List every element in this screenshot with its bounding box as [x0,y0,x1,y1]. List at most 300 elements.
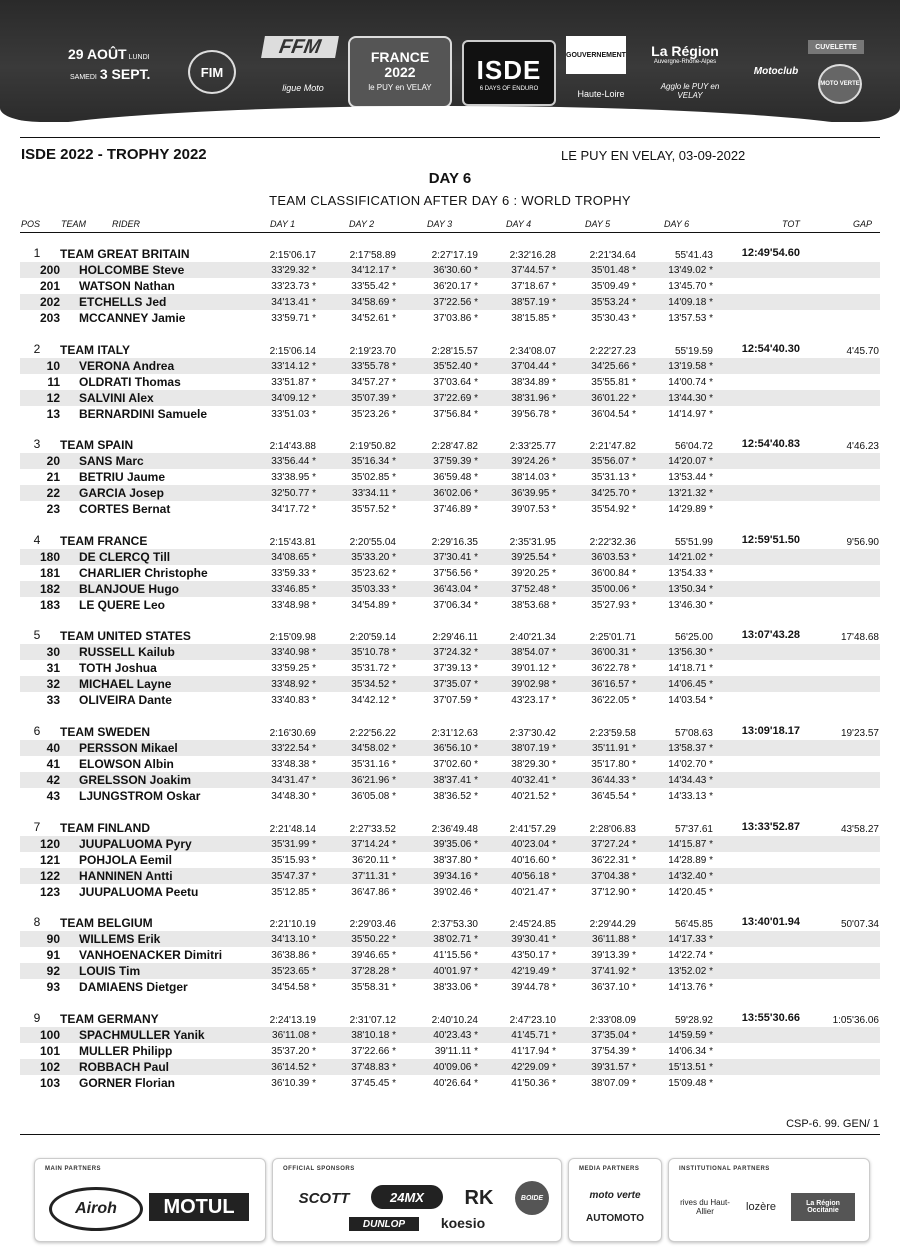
rider-number: 12 [46,390,60,405]
team-row [20,915,880,931]
automoto-logo: AUTOMOTO [586,1212,644,1224]
rider-day-time: 15'13.51 * [668,1061,713,1073]
year-label: 2022 [384,63,416,80]
main-partners-box [34,1158,266,1242]
rider-day-time: 37'35.04 * [591,1029,636,1041]
rider-day-time: 36'01.22 * [591,392,636,404]
rider-day-time: 37'41.92 * [591,966,636,978]
rider-day-time: 35'54.92 * [591,504,636,516]
col-day4: DAY 4 [506,219,532,229]
team-total-time: 13:40'01.94 [741,916,800,929]
col-day2: DAY 2 [349,219,375,229]
rider-day-time: 13'57.53 * [668,313,713,324]
rider-day-time: 14'17.33 * [668,934,713,946]
team-day-time: 2:29'03.46 [349,919,396,931]
team-day-time: 2:28'15.57 [431,345,478,357]
rider-day-time: 37'22.56 * [433,297,478,308]
rider-day-time: 35'52.40 * [433,360,478,372]
col-pos: POS [21,219,41,229]
scott-logo: SCOTT [298,1189,350,1207]
rider-day-time: 38'29.30 * [511,759,556,770]
event-dates [68,46,150,86]
team-day-time: 2:36'49.48 [431,823,478,835]
rider-name: ETCHELLS Jed [79,295,167,309]
rider-day-time: 34'58.02 * [351,743,396,754]
rider-name: BERNARDINI Samuele [79,406,208,421]
rider-number: 200 [39,263,60,277]
rider-number: 33 [46,693,60,708]
rider-day-time: 35'55.81 * [591,376,636,388]
team-name: TEAM GERMANY [60,1011,159,1026]
col-day3: DAY 3 [427,219,453,229]
rider-day-time: 14'06.45 * [668,679,713,691]
team-day-time: 2:21'47.82 [589,441,636,453]
rider-number: 120 [39,836,60,851]
rider-day-time: 36'02.06 * [433,488,478,500]
team-name: TEAM BELGIUM [60,916,153,931]
rider-number: 122 [39,868,60,883]
rider-day-time: 37'39.13 * [433,663,478,675]
rider-row [20,772,880,788]
rider-row [20,485,880,501]
team-day-time: 55'51.99 [674,536,713,548]
rider-day-time: 40'01.97 * [433,966,478,978]
rives-haut-allier-logo: rives du Haut-Allier [680,1198,730,1216]
rider-day-time: 33'51.87 * [271,376,316,388]
rider-day-time: 40'56.18 * [511,870,556,882]
rider-day-time: 35'01.48 * [591,265,636,276]
rider-day-time: 36'04.54 * [591,408,636,420]
classification-title: TEAM CLASSIFICATION AFTER DAY 6 : WORLD TROPHY [269,193,631,208]
rider-number: 20 [46,454,60,469]
region-sub-label: Auvergne-Rhône-Alpes [653,59,717,65]
rider-day-time: 36'22.31 * [591,854,636,866]
rider-number: 121 [39,852,60,867]
rider-day-time: 36'59.48 * [433,472,478,484]
rider-day-time: 39'25.54 * [511,551,556,563]
rider-day-time: 37'52.48 * [511,583,556,595]
rider-row [20,947,880,963]
rider-day-time: 13'49.02 * [668,265,713,276]
rider-number: 41 [46,757,60,771]
rider-day-time: 34'09.12 * [271,392,316,404]
team-row [20,246,880,262]
rider-number: 92 [46,964,60,979]
lozere-logo: lozère [746,1201,776,1213]
rider-row [20,581,880,597]
rider-name: RUSSELL Kailub [79,645,175,660]
team-day-time: 2:22'56.22 [349,728,396,739]
team-day-time: 57'08.63 [674,728,713,739]
team-total-time: 12:59'51.50 [741,533,800,546]
rider-day-time: 39'11.11 * [434,1045,478,1057]
rider-day-time: 39'02.98 * [511,679,556,691]
rk-logo: RK [464,1186,494,1209]
rider-day-time: 40'32.41 * [511,775,556,786]
isde-label: ISDE [476,54,542,85]
rider-day-time: 37'44.57 * [511,265,556,276]
team-day-time: 2:40'21.34 [509,632,556,644]
team-day-time: 55'19.59 [674,345,713,357]
team-day-time: 2:29'16.35 [431,536,478,548]
team-name: TEAM UNITED STATES [60,629,191,644]
rider-number: 101 [39,1043,60,1058]
rider-day-time: 38'02.71 * [433,934,478,946]
rider-day-time: 33'55.78 * [351,360,396,372]
rider-day-time: 14'13.76 * [668,982,713,994]
rider-row [20,565,880,581]
rider-day-time: 34'58.69 * [351,297,396,308]
team-day-time: 2:25'01.71 [589,632,636,644]
rider-day-time: 36'22.78 * [591,663,636,675]
rider-name: SPACHMULLER Yanik [79,1027,205,1042]
rider-day-time: 37'03.64 * [433,376,478,388]
rider-day-time: 34'08.65 * [271,551,316,563]
team-day-time: 55'41.43 [674,250,713,261]
team-position: 2 [33,341,41,356]
team-day-time: 2:17'58.89 [349,250,396,261]
rider-day-time: 37'56.56 * [433,567,478,579]
rider-day-time: 34'17.72 * [271,504,316,516]
motul-logo: MOTUL [149,1193,249,1221]
team-total-time: 12:54'40.83 [741,438,800,451]
rider-day-time: 33'56.44 * [271,456,316,468]
partners-title: OFFICIAL SPONSORS [283,1166,355,1172]
rider-day-time: 37'22.66 * [351,1045,396,1057]
institutional-partners-box [668,1158,870,1242]
team-row [20,724,880,740]
rider-row [20,884,880,900]
rider-row [20,963,880,979]
rider-name: LJUNGSTROM Oskar [79,789,201,803]
rider-day-time: 39'01.12 * [511,663,556,675]
rider-number: 100 [39,1027,60,1042]
rider-day-time: 36'22.05 * [591,695,636,707]
rider-day-time: 38'36.52 * [433,791,478,802]
rider-day-time: 13'46.30 * [668,599,713,611]
rider-name: JUUPALUOMA Peetu [79,884,199,899]
team-day-time: 2:45'24.85 [509,919,556,931]
rider-day-time: 37'59.39 * [433,456,478,468]
col-gap: GAP [853,219,873,229]
rider-row [20,644,880,660]
rider-name: CHARLIER Christophe [79,565,208,580]
rider-day-time: 13'45.70 * [668,281,713,292]
rider-number: 202 [39,295,60,309]
team-name: TEAM GREAT BRITAIN [60,247,190,261]
team-day-time: 2:32'16.28 [509,250,556,261]
rider-name: ROBBACH Paul [79,1059,170,1074]
team-day-time: 2:20'59.14 [349,632,396,644]
rider-number: 31 [46,661,60,676]
rider-name: HANNINEN Antti [79,868,173,883]
ligue-moto-logo: ligue Moto [282,83,324,93]
rider-day-time: 14'34.43 * [668,775,713,786]
rider-day-time: 35'23.26 * [351,408,396,420]
rider-name: DAMIAENS Dietger [79,980,188,995]
rider-name: OLDRATI Thomas [79,374,181,389]
rider-day-time: 37'45.45 * [351,1077,396,1089]
rider-day-time: 35'16.34 * [351,456,396,468]
rider-day-time: 38'37.41 * [433,775,478,786]
col-day1: DAY 1 [270,219,296,229]
rider-number: 102 [39,1059,60,1074]
team-day-time: 2:27'17.19 [431,250,478,261]
rider-day-time: 36'43.04 * [433,583,478,595]
rider-day-time: 14'20.07 * [668,456,713,468]
rider-number: 42 [46,773,60,787]
document-title: ISDE 2022 - TROPHY 2022 [21,146,207,163]
partners-title: MEDIA PARTNERS [579,1166,640,1172]
team-day-time: 2:41'57.29 [509,823,556,835]
rider-day-time: 40'21.47 * [511,886,556,898]
team-day-time: 2:16'30.69 [269,728,316,739]
rider-day-time: 41'17.94 * [511,1045,556,1057]
rider-day-time: 34'57.27 * [351,376,396,388]
team-row [20,342,880,358]
rider-day-time: 13'50.34 * [668,583,713,595]
rider-number: 23 [46,502,60,517]
puy-en-velay-logo: Agglo le PUY en VELAY [660,82,720,100]
rider-row [20,453,880,469]
rider-day-time: 37'02.60 * [433,759,478,770]
moto-verte-media-logo: moto verte [589,1189,641,1201]
team-gap: 43'58.27 [840,823,879,835]
rider-day-time: 41'45.71 * [511,1029,556,1041]
rider-name: ELOWSON Albin [79,757,174,771]
team-day-time: 2:37'53.30 [431,919,478,931]
rider-name: GARCIA Josep [79,486,164,501]
rider-day-time: 35'37.20 * [271,1045,316,1057]
rider-row [20,868,880,884]
rider-day-time: 36'21.96 * [351,775,396,786]
rider-day-time: 39'44.78 * [511,982,556,994]
team-position: 6 [33,724,41,738]
official-sponsors-box [272,1158,562,1242]
rider-day-time: 13'54.33 * [668,567,713,579]
rider-number: 90 [46,932,60,947]
rider-day-time: 14'22.74 * [668,950,713,962]
rider-day-time: 38'14.03 * [511,472,556,484]
rider-day-time: 34'13.41 * [271,297,316,308]
rider-day-time: 36'38.86 * [271,950,316,962]
rider-day-time: 33'14.12 * [271,360,316,372]
rider-day-time: 14'32.40 * [668,870,713,882]
rider-day-time: 42'19.49 * [511,966,556,978]
team-total-time: 13:09'18.17 [741,725,800,737]
team-day-time: 2:31'12.63 [431,728,478,739]
rider-day-time: 43'50.17 * [511,950,556,962]
team-day-time: 2:33'08.09 [589,1014,636,1026]
rider-day-time: 35'03.33 * [351,583,396,595]
team-day-time: 2:15'06.14 [269,345,316,357]
rider-day-time: 39'02.46 * [433,886,478,898]
rider-name: SANS Marc [79,454,144,469]
rider-day-time: 14'09.18 * [668,297,713,308]
rider-day-time: 40'16.60 * [511,854,556,866]
rider-row [20,1027,880,1043]
rider-day-time: 37'22.69 * [433,392,478,404]
team-total-time: 12:54'40.30 [741,342,800,355]
rider-number: 181 [39,565,60,580]
rider-day-time: 35'12.85 * [271,886,316,898]
rider-day-time: 34'54.58 * [271,982,316,994]
rider-day-time: 34'54.89 * [351,599,396,611]
rider-day-time: 14'00.74 * [668,376,713,388]
team-day-time: 59'28.92 [674,1014,713,1026]
rider-day-time: 37'06.34 * [433,599,478,611]
france-2022-logo [348,36,452,108]
rider-day-time: 35'02.85 * [351,472,396,484]
rider-day-time: 37'14.24 * [351,838,396,850]
team-day-time: 2:19'50.82 [349,441,396,453]
rider-name: MICHAEL Layne [79,677,172,692]
team-name: TEAM ITALY [60,342,131,357]
rider-day-time: 34'52.61 * [351,313,396,324]
rider-row [20,740,880,756]
rider-row [20,931,880,947]
team-gap: 4'45.70 [846,345,879,357]
rider-day-time: 38'07.19 * [511,743,556,754]
rider-day-time: 35'10.78 * [351,647,396,659]
rider-day-time: 36'11.08 * [272,1029,316,1041]
team-row [20,437,880,453]
rider-day-time: 33'40.83 * [271,695,316,707]
rider-day-time: 34'25.70 * [591,488,636,500]
rider-day-time: 36'20.17 * [433,281,478,292]
team-day-time: 2:15'06.17 [269,250,316,261]
rider-day-time: 35'31.13 * [591,472,636,484]
rider-day-time: 33'29.32 * [271,265,316,276]
date-start-day: LUNDI [128,54,150,61]
media-partners-box [568,1158,662,1242]
rider-day-time: 33'59.33 * [271,567,316,579]
team-position: 4 [33,532,41,547]
rider-day-time: 36'16.57 * [591,679,636,691]
rider-row [20,358,880,374]
rider-row [20,469,880,485]
rider-day-time: 37'24.32 * [433,647,478,659]
rider-row [20,597,880,613]
rider-day-time: 33'48.92 * [271,679,316,691]
rider-day-time: 37'56.84 * [433,408,478,420]
rider-name: TOTH Joshua [79,661,157,676]
rider-day-time: 34'42.12 * [351,695,396,707]
rider-day-time: 14'15.87 * [668,838,713,850]
rider-name: OLIVEIRA Dante [79,693,172,708]
rider-day-time: 14'33.13 * [668,791,713,802]
rider-day-time: 35'07.39 * [351,392,396,404]
rider-day-time: 14'18.71 * [668,663,713,675]
rider-day-time: 35'50.22 * [351,934,396,946]
rider-day-time: 41'50.36 * [511,1077,556,1089]
rider-day-time: 36'03.53 * [591,551,636,563]
rider-day-time: 33'59.71 * [271,313,316,324]
rider-day-time: 15'09.48 * [668,1077,713,1089]
team-total-time: 12:49'54.60 [741,247,800,259]
team-day-time: 2:21'10.19 [269,919,316,931]
location-date: LE PUY EN VELAY, 03-09-2022 [561,148,746,163]
rider-day-time: 35'31.72 * [351,663,396,675]
rider-day-time: 33'46.85 * [271,583,316,595]
rider-day-time: 36'20.11 * [352,854,396,866]
team-name: TEAM FINLAND [60,820,150,835]
rider-day-time: 33'51.03 * [271,408,316,420]
rider-number: 40 [46,741,60,755]
rider-day-time: 39'46.65 * [351,950,396,962]
rider-day-time: 33'23.73 * [271,281,316,292]
rider-day-time: 36'39.95 * [511,488,556,500]
team-position: 8 [33,915,41,930]
team-day-time: 2:22'27.23 [589,345,636,357]
rider-day-time: 35'53.24 * [591,297,636,308]
day-title: DAY 6 [428,170,472,187]
rider-name: MCCANNEY Jamie [79,311,186,325]
rider-day-time: 37'04.38 * [591,870,636,882]
rider-day-time: 34'12.17 * [351,265,396,276]
rider-name: POHJOLA Eemil [79,852,172,867]
rider-day-time: 33'59.25 * [271,663,316,675]
rider-day-time: 35'27.93 * [591,599,636,611]
team-total-time: 13:55'30.66 [741,1011,800,1024]
cuvelette-logo: CUVELETTE [808,40,864,54]
rider-name: GRELSSON Joakim [79,773,192,787]
team-day-time: 2:35'31.95 [509,536,556,548]
team-gap: 1:05'36.06 [832,1014,879,1026]
rider-number: 183 [39,597,60,612]
rider-day-time: 13'58.37 * [668,743,713,754]
rider-number: 13 [46,406,60,421]
team-position: 5 [33,628,41,643]
rider-row [20,676,880,692]
24mx-logo: 24MX [371,1185,443,1209]
rider-day-time: 39'35.06 * [433,838,478,850]
rider-day-time: 38'10.18 * [351,1029,396,1041]
rider-day-time: 36'56.10 * [433,743,478,754]
rider-day-time: 37'48.83 * [351,1061,396,1073]
rider-day-time: 35'11.91 * [592,743,636,754]
rider-day-time: 37'04.44 * [511,360,556,372]
rider-day-time: 34'31.47 * [271,775,316,786]
rider-day-time: 37'18.67 * [511,281,556,292]
rider-day-time: 37'12.90 * [591,886,636,898]
team-row [20,820,880,836]
rider-day-time: 35'31.99 * [271,838,316,850]
rider-row [20,374,880,390]
rider-day-time: 37'54.39 * [591,1045,636,1057]
rider-name: BETRIU Jaume [79,470,166,485]
col-tot: TOT [782,219,800,229]
rider-day-time: 35'56.07 * [591,456,636,468]
team-gap: 19'23.57 [840,728,879,739]
team-day-time: 56'04.72 [674,441,713,453]
rider-day-time: 36'00.31 * [591,647,636,659]
rider-day-time: 14'03.54 * [668,695,713,707]
team-day-time: 2:24'13.19 [269,1014,316,1026]
team-day-time: 2:34'08.07 [509,345,556,357]
rider-name: GORNER Florian [79,1075,176,1090]
header-divider [20,137,880,138]
fim-logo: FIM [188,50,236,94]
rider-day-time: 32'50.77 * [271,488,316,500]
rider-day-time: 39'56.78 * [511,408,556,420]
france-label: FRANCE [370,48,430,65]
rider-day-time: 33'38.95 * [271,472,316,484]
rider-day-time: 38'57.19 * [511,297,556,308]
koesio-logo: koesio [440,1215,486,1231]
team-position: 3 [33,437,41,452]
team-day-time: 2:40'10.24 [431,1014,478,1026]
